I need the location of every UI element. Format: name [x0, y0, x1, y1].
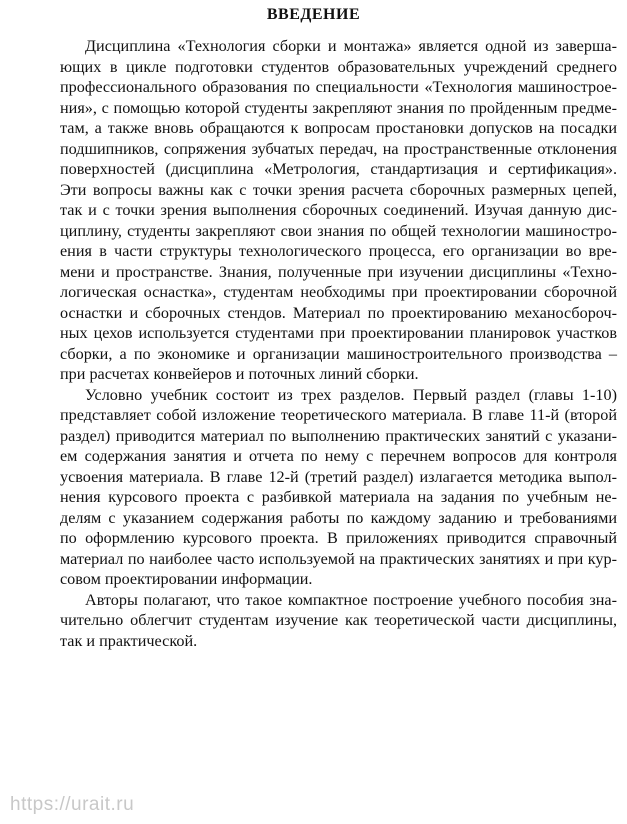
text-line: ющих в цикле подготовки студентов образовательных учреждений среднего	[60, 57, 617, 76]
text-line: мени и пространстве. Знания, полученные при изучении дисциплины «Техно-	[60, 262, 617, 281]
text-line: там, а также вновь обращаются к вопросам простановки допусков на посадки	[60, 119, 617, 137]
text-line: материал по наиболее часто используемой на практических занятиях и при кур-	[60, 549, 617, 568]
page-title: ВВЕДЕНИЕ	[266, 6, 361, 23]
text-line: сборки, а по экономике и организации машиностроительного производства –	[60, 344, 617, 363]
text-line: подшипников, сопряжения зубчатых передач, на пространственные отклонения	[60, 139, 617, 158]
text-line: делям с указанием содержания работы по каждому заданию и требованиями	[60, 508, 617, 527]
text-line: по оформлению курсового проекта. В приложениях приводится справочный	[60, 529, 617, 547]
body-text	[60, 36, 617, 651]
watermark-url: https://urait.ru	[10, 794, 135, 815]
text-line: при расчетах конвейеров и поточных линий сборки.	[60, 365, 419, 383]
text-line: совом проектировании информации.	[60, 570, 313, 588]
text-line: циплину, студенты закрепляют свои знания по общей технологии машиностро-	[60, 221, 617, 240]
paragraph-3	[60, 590, 617, 652]
text-line: оснастки и сборочных стендов. Материал по проектированию механосбороч-	[60, 303, 617, 322]
text-line: ния», с помощью которой студенты закрепляют знания по пройденным предме-	[60, 98, 617, 117]
text-line: Эти вопросы важны как с точки зрения расчета сборочных размерных цепей,	[60, 180, 617, 199]
text-line: Авторы полагают, что такое компактное построение учебного пособия зна-	[85, 590, 617, 609]
paragraph-2	[60, 385, 617, 590]
text-line: ения в части структуры технологического процесса, его организации во вре-	[60, 242, 617, 260]
text-line: так и с точки зрения выполнения сборочных соединений. Изучая данную дис-	[60, 201, 617, 219]
paragraph-1	[60, 36, 617, 385]
text-line: так и практической.	[60, 631, 198, 650]
text-line: чительно облегчит студентам изучение как теоретической части дисциплины,	[60, 611, 617, 629]
text-line: поверхностей (дисциплина «Метрология, стандартизация и сертификация».	[60, 160, 617, 178]
text-line: раздел) приводится материал по выполнению практических занятий с указани-	[60, 426, 617, 445]
text-line: ем содержания занятия и отчета по нему с перечнем вопросов для контроля	[60, 447, 617, 465]
text-line: профессионального образования по специальности «Технология машинострое-	[60, 78, 617, 96]
text-line: усвоения материала. В главе 12-й (третий раздел) излагается методика выпол-	[60, 467, 617, 486]
text-line: ных цехов используется студентами при проектировании планировок участков	[60, 324, 617, 342]
text-line: Дисциплина «Технология сборки и монтажа» является одной из заверша-	[85, 37, 617, 55]
text-line: представляет собой изложение теоретического материала. В главе 11-й (второй	[60, 406, 617, 424]
text-line: логическая оснастка», студентам необходимы при проектировании сборочной	[60, 283, 617, 301]
text-line: нения курсового проекта с разбивкой материала на задания по учебным не-	[60, 488, 617, 506]
text-line: Условно учебник состоит из трех разделов. Первый раздел (главы 1-10)	[85, 385, 617, 404]
